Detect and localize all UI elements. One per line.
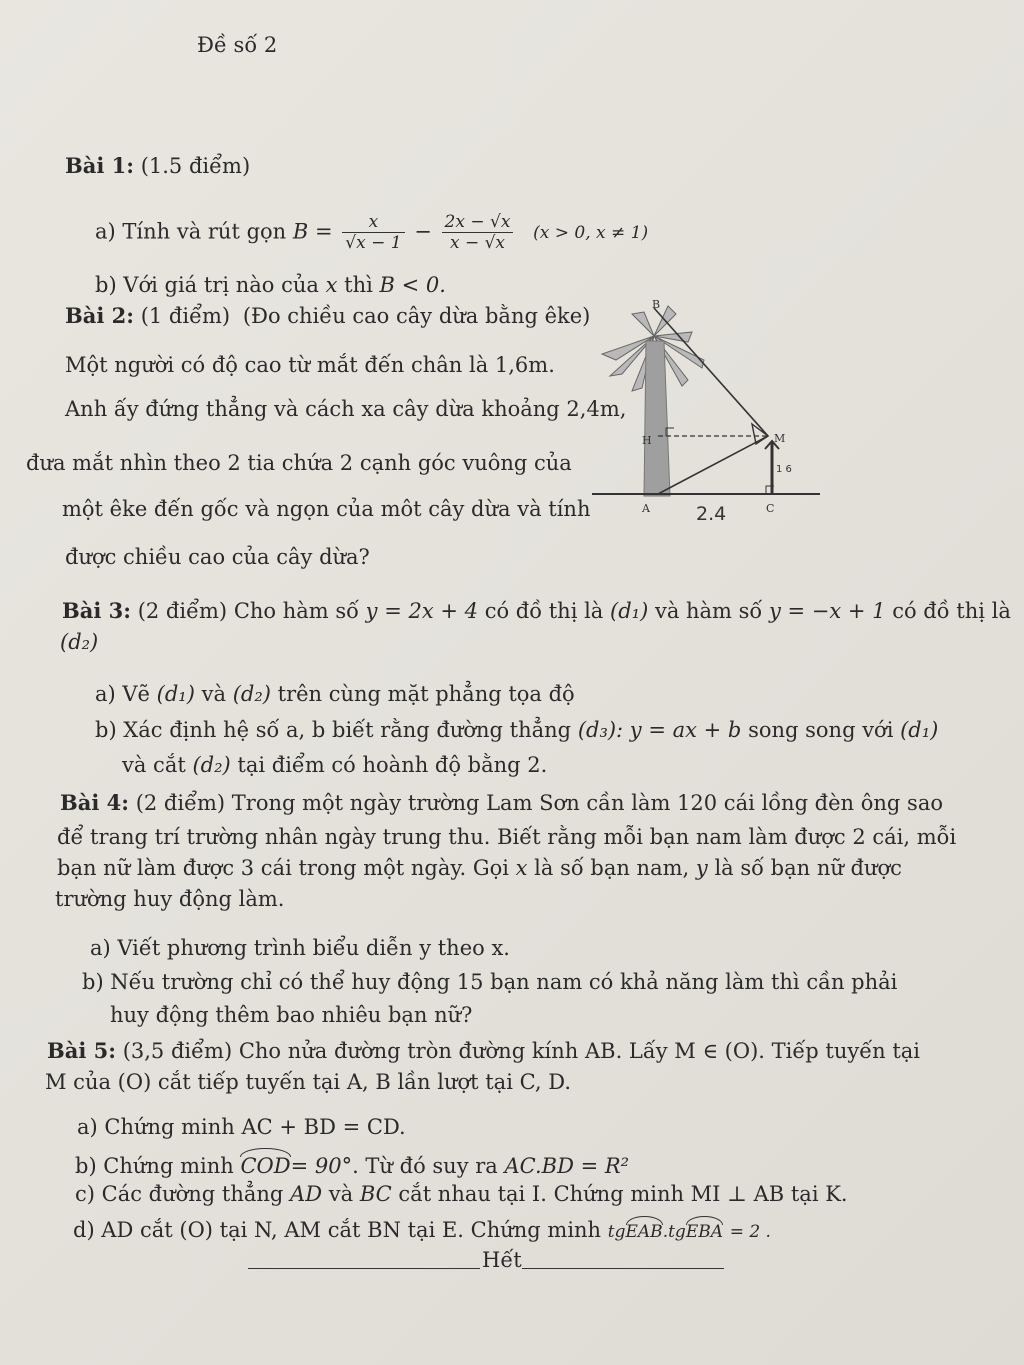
bai1-part-b: b) Với giá trị nào của x thì B < 0. — [95, 273, 446, 297]
footer-end: Hết — [482, 1248, 522, 1272]
bai2-line-5: được chiều cao của cây dừa? — [65, 545, 370, 569]
bai2-heading: Bài 2: (1 điểm) (Đo chiều cao cây dừa bằng êke) — [65, 303, 591, 328]
label-c: C — [766, 502, 775, 515]
label-m: M — [774, 432, 786, 445]
angle-cod: COD — [240, 1150, 290, 1179]
bai4-line-3: bạn nữ làm được 3 cái trong một ngày. Gọi x là số bạn nam, y là số bạn nữ được — [57, 856, 902, 880]
bai3-part-a: a) Vẽ (d₁) và (d₂) trên cùng mặt phẳng tọa độ — [95, 682, 575, 706]
label-distance: 2.4 — [696, 503, 727, 525]
fraction-2: $\frac{2x - √x}{x - √x}$ — [442, 212, 514, 254]
bai5-part-c: c) Các đường thẳng AD và BC cắt nhau tại I. Chứng minh MI ⊥ AB tại K. — [75, 1182, 848, 1206]
palm-trunk — [644, 341, 670, 496]
bai4-part-a: a) Viết phương trình biểu diễn y theo x. — [90, 936, 510, 960]
bai2-line-3: đưa mắt nhìn theo 2 tia chứa 2 cạnh góc vuông của — [26, 451, 572, 475]
ray-to-top — [654, 308, 768, 436]
bai1-heading: Bài 1: (1.5 điểm) — [65, 153, 251, 178]
label-h: H — [642, 434, 652, 447]
fraction-1: $\frac{x}{√x - 1}$ — [342, 212, 404, 254]
footer-line-right — [522, 1268, 724, 1269]
bai5-part-b: b) Chứng minh COD= 90°. Từ đó suy ra AC.BD = R² — [75, 1150, 629, 1179]
bai5-part-d: d) AD cắt (O) tại N, AM cắt BN tại E. Chứng minh tgEAB.tgEBA = 2 . — [73, 1218, 771, 1242]
label-a: A — [642, 502, 650, 515]
ray-to-base — [658, 436, 768, 494]
bai4-part-b: b) Nếu trường chỉ có thể huy động 15 bạn nam có khả năng làm thì cần phải — [82, 970, 898, 994]
bai3-d2: (d₂) — [60, 630, 99, 654]
bai5-part-a: a) Chứng minh AC + BD = CD. — [77, 1115, 406, 1139]
bai4-part-b-line2: huy động thêm bao nhiêu bạn nữ? — [110, 1003, 473, 1027]
bai4-line-1: Bài 4: (2 điểm) Trong một ngày trường Lam Sơn cần làm 120 cái lồng đèn ông sao — [60, 790, 943, 815]
exam-title: Đề số 2 — [197, 33, 278, 57]
label-b: B — [652, 298, 661, 311]
bai5-line-2: M của (O) cắt tiếp tuyến tại A, B lần lượt tại C, D. — [45, 1070, 572, 1094]
bai5-line-1: Bài 5: (3,5 điểm) Cho nửa đường tròn đường kính AB. Lấy M ∈ (O). Tiếp tuyến tại — [47, 1038, 921, 1063]
bai4-line-4: trường huy động làm. — [55, 887, 285, 911]
coconut-tree-diagram — [592, 296, 822, 526]
label-height: 1 6 — [776, 464, 792, 475]
bai3-part-b-line2: và cắt (d₂) tại điểm có hoành độ bằng 2. — [122, 753, 548, 777]
bai2-line-4: một êke đến gốc và ngọn của môt cây dừa và tính — [62, 497, 591, 521]
bai3-heading: Bài 3: (2 điểm) Cho hàm số y = 2x + 4 có đồ thị là (d₁) và hàm số y = −x + 1 có đồ thị là — [62, 598, 1011, 623]
bai1-part-a: a) Tính và rút gọn B = $\frac{x}{√x - 1}$ − $\frac{2x - √x}{x - √x}$ (x > 0, x ≠ 1) — [95, 212, 649, 254]
bai3-part-b: b) Xác định hệ số a, b biết rằng đường thẳng (d₃): y = ax + b song song với (d₁) — [95, 718, 939, 742]
bai4-line-2: để trang trí trường nhân ngày trung thu. Biết rằng mỗi bạn nam làm được 2 cái, mỗi — [57, 825, 957, 849]
footer-line-left — [248, 1268, 480, 1269]
bai2-line-2: Anh ấy đứng thẳng và cách xa cây dừa khoảng 2,4m, — [65, 397, 627, 421]
bai2-line-1: Một người có độ cao từ mắt đến chân là 1,6m. — [65, 353, 555, 377]
angle-eab: EAB — [626, 1218, 663, 1242]
angle-eba: EBA — [686, 1218, 723, 1242]
